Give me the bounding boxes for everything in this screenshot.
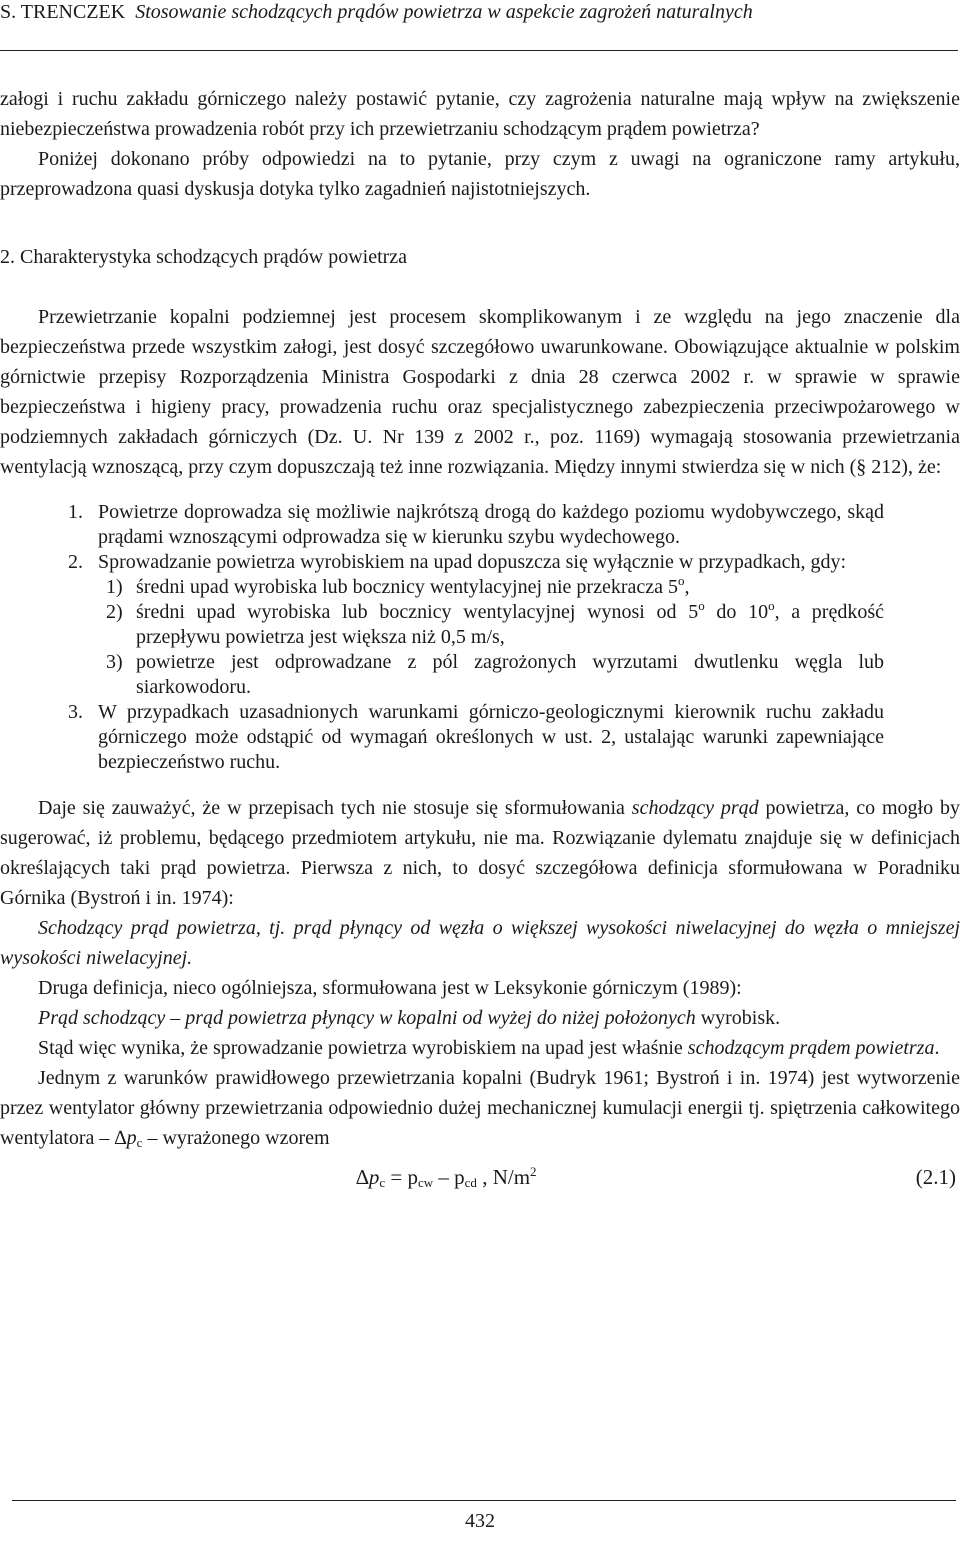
paragraph-1: załogi i ruchu zakładu górniczego należy postawić pytanie, czy zagrożenia naturalne mają wpływ na zwiększenie niebezpieczeństwa prowadzenia robót przy ich przewietrzaniu schodzącym prądem powietrza?	[0, 88, 960, 140]
article-body	[0, 84, 960, 1199]
definition-2	[0, 1003, 960, 1033]
regulation-item-2	[68, 550, 884, 700]
p6-end: .	[934, 1037, 940, 1059]
sub-item-2	[98, 600, 884, 650]
header-rule	[0, 50, 958, 51]
formula-sub: c	[379, 1175, 386, 1190]
degree-superscript: o	[698, 598, 705, 613]
item-number: 2.	[68, 551, 83, 573]
header-title	[130, 1, 753, 23]
header-author: S. TRENCZEK	[0, 1, 126, 23]
sub-list	[98, 575, 884, 700]
item-number: 1.	[68, 501, 83, 523]
p4-text-b: powietrza, co mogło by sugerować, iż problemu, będącego przedmiotem artykułu, nie ma. Rozwiązanie dylematu znajduje się w definicjach określających taki prąd powietrza. Pierwsza z nich, to dosyć szczegółowa definicja sformułowana w Poradniku Górnika (Bystroń i in. 1974):	[0, 797, 960, 909]
formula-eq: = p	[385, 1165, 418, 1189]
p7-text-a: Jednym z warunków prawidłowego przewietrzania kopalni (Budryk 1961; Bystroń i in. 1974) jest wytworzenie przez wentylator główny przewietrzania odpowiednio dużej mechanicznej kumulacji energii tj. spiętrzenia całkowitego wentylatora –	[0, 1067, 960, 1149]
running-header	[0, 0, 960, 24]
formula	[356, 1165, 537, 1190]
def2-italic: Prąd schodzący – prąd powietrza płynący w kopalni od wyżej do niżej położonych	[38, 1007, 696, 1029]
formula-unit: , N/m	[476, 1165, 531, 1189]
degree-superscript: o	[768, 598, 775, 613]
sub-number: 3)	[106, 651, 123, 673]
sub-text-b: do 10	[704, 601, 769, 623]
p4-term: schodzący prąd	[631, 797, 759, 819]
sub-text: średni upad wyrobiska lub bocznicy wentylacyjnej nie przekracza 5	[136, 576, 679, 598]
sub-text-c: , a prędkość przepływu powietrza jest większa niż 0,5 m/s,	[136, 601, 885, 648]
formula-unit-sup: 2	[530, 1164, 537, 1179]
delta-symbol: ∆	[356, 1165, 369, 1189]
sub-item-3	[98, 650, 884, 700]
regulation-list	[68, 500, 884, 775]
p6-text: Stąd więc wynika, że sprowadzanie powietrza wyrobiskiem na upad jest właśnie	[38, 1037, 688, 1059]
p7-sub: c	[136, 1135, 143, 1150]
sub-text-a: średni upad wyrobiska lub bocznicy wentylacyjnej wynosi od 5	[136, 601, 699, 623]
section-heading: 2. Charakterystyka schodzących prądów powietrza	[0, 246, 408, 268]
degree-superscript: o	[678, 573, 685, 588]
sub-number: 1)	[106, 576, 123, 598]
p4-text-a: Daje się zauważyć, że w przepisach tych nie stosuje się sformułowania	[38, 797, 632, 819]
formula-sub: cd	[464, 1175, 477, 1190]
sub-text: powietrze jest odprowadzane z pól zagrożonych wyrzutami dwutlenku węgla lub siarkowodoru.	[136, 651, 884, 698]
definition-1: Schodzący prąd powietrza, tj. prąd płynący od węzła o większej wysokości niwelacyjnej do węzła o mniejszej wysokości niwelacyjnej.	[0, 917, 960, 969]
formula-var: p	[368, 1165, 380, 1189]
sub-item-1	[98, 575, 884, 600]
paragraph-7	[0, 1063, 960, 1153]
p6-italic: schodzącym prądem powietrza	[687, 1037, 935, 1059]
item-text: W przypadkach uzasadnionych warunkami górniczo-geologicznymi kierownik ruchu zakładu górniczego może odstąpić od wymagań określonych w ust. 2, ustalając warunki zapewniające bezpieczeństwo ruchu.	[98, 701, 884, 773]
paragraph-4	[0, 793, 960, 913]
item-text: Powietrze doprowadza się możliwie najkrótszą drogą do każdego poziomu wydobywczego, skąd prądami wznoszącymi odprowadza się w kierunku szybu wydechowego.	[98, 501, 884, 548]
p7-text-b: – wyrażonego wzorem	[142, 1127, 330, 1149]
equation-number: (2.1)	[915, 1165, 956, 1189]
paragraph-5: Druga definicja, nieco ogólniejsza, sformułowana jest w Leksykonie górniczym (1989):	[38, 977, 742, 999]
sub-punct: ,	[684, 576, 690, 598]
footer-rule	[12, 1500, 956, 1501]
regulation-item-1	[68, 500, 884, 550]
paragraph-2: Poniżej dokonano próby odpowiedzi na to pytanie, przy czym z uwagi na ograniczone ramy artykułu, przeprowadzona quasi dyskusja dotyka tylko zagadnień najistotniejszych.	[0, 148, 960, 200]
item-text: Sprowadzanie powietrza wyrobiskiem na upad dopuszcza się wyłącznie w przypadkach, gdy:	[98, 551, 847, 573]
def2-end: wyrobisk.	[695, 1007, 781, 1029]
formula-minus: – p	[433, 1165, 465, 1189]
paragraph-6	[0, 1033, 960, 1063]
page-number: 432	[465, 1510, 495, 1532]
item-number: 3.	[68, 701, 83, 723]
header-title-text: Stosowanie schodzących prądów powietrza w aspekcie zagrożeń naturalnych	[135, 1, 753, 23]
delta-symbol: ∆	[114, 1127, 127, 1149]
regulation-item-3	[68, 700, 884, 775]
formula-sub: cw	[417, 1175, 434, 1190]
equation-2-1	[0, 1159, 960, 1199]
p7-var: p	[126, 1127, 137, 1149]
sub-number: 2)	[106, 601, 123, 623]
paragraph-3: Przewietrzanie kopalni podziemnej jest procesem skomplikowanym i ze względu na jego znaczenie dla bezpieczeństwa przede wszystkim załogi, jest dosyć szczegółowo uwarunkowane. Obowiązujące aktualnie w polskim górnictwie przepisy Rozporządzenia Ministra Gospodarki z dnia 28 czerwca 2002 r. w sprawie w sprawie bezpieczeństwa i higieny pracy, prowadzenia ruchu oraz specjalistycznego zabezpieczenia przeciwpożarowego w podziemnych zakładach górniczych (Dz. U. Nr 139 z 2002 r., poz. 1169) wymagają stosowania przewietrzania wentylacją wznoszącą, przy czym dopuszczają też inne rozwiązania. Między innymi stwierdza się w nich (§ 212), że:	[0, 306, 960, 478]
